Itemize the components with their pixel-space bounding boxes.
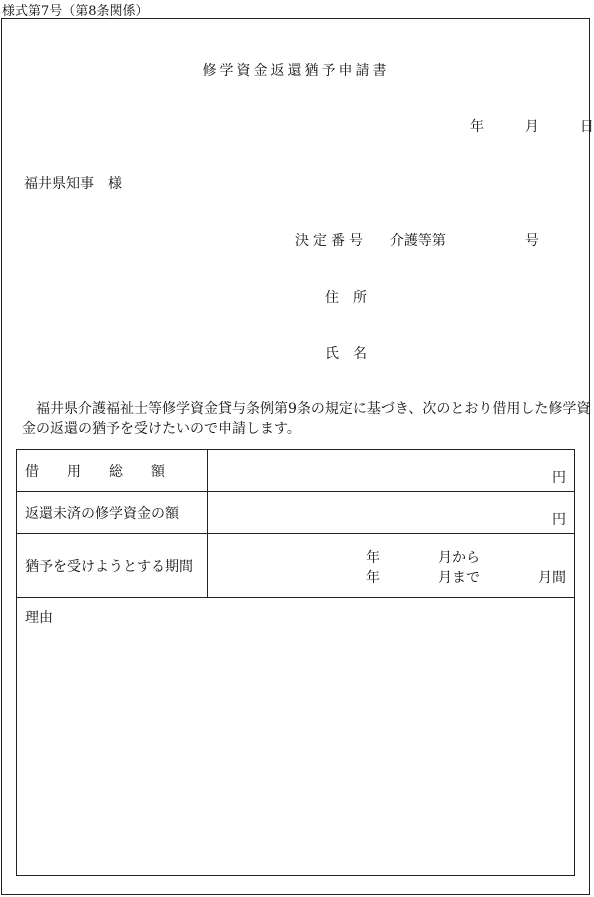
total-loan-label: 借 用 総 額 <box>17 450 208 492</box>
unpaid-amount-field[interactable] <box>208 492 575 534</box>
form-number-label: 様式第7号（第8条関係） <box>2 4 149 19</box>
period-to-month: 月まで <box>438 570 480 586</box>
deferral-period-field[interactable] <box>208 534 575 598</box>
table-row <box>17 450 575 492</box>
yen-unit: 円 <box>552 470 566 486</box>
decision-number-prefix: 介護等第 <box>389 233 446 249</box>
decision-number-row <box>295 230 539 250</box>
date-day-label: 日 <box>579 119 594 135</box>
decision-number-suffix: 号 <box>524 233 539 249</box>
name-row <box>325 343 367 363</box>
reason-label: 理由 <box>25 610 53 626</box>
loan-info-table <box>16 449 575 598</box>
application-body-text: 福井県介護福祉士等修学資金貸与条例第9条の規定に基づき、次のとおり借用した修学資金の返還の猶予を受けたいので申請します。 <box>22 401 591 437</box>
table-row <box>17 492 575 534</box>
name-label: 氏 名 <box>325 346 367 362</box>
unpaid-amount-label: 返還未済の修学資金の額 <box>17 492 208 534</box>
decision-number-label: 決定番号 <box>295 233 367 249</box>
table-row <box>17 534 575 598</box>
address-label: 住 所 <box>325 290 367 306</box>
total-loan-field[interactable] <box>208 450 575 492</box>
deferral-period-label: 猶予を受けようとする期間 <box>17 534 208 598</box>
date-month-label: 月 <box>524 119 539 135</box>
document-title: 修学資金返還猶予申請書 <box>202 63 390 79</box>
period-from-year: 年 <box>366 550 380 566</box>
period-months: 月間 <box>538 570 566 586</box>
yen-unit: 円 <box>552 512 566 528</box>
addressee: 福井県知事 様 <box>24 176 122 192</box>
period-from-month: 月から <box>438 550 480 566</box>
date-line <box>470 116 594 136</box>
date-year-label: 年 <box>470 119 484 135</box>
reason-box[interactable] <box>16 598 575 876</box>
address-row <box>325 287 367 307</box>
period-to-year: 年 <box>366 570 380 586</box>
